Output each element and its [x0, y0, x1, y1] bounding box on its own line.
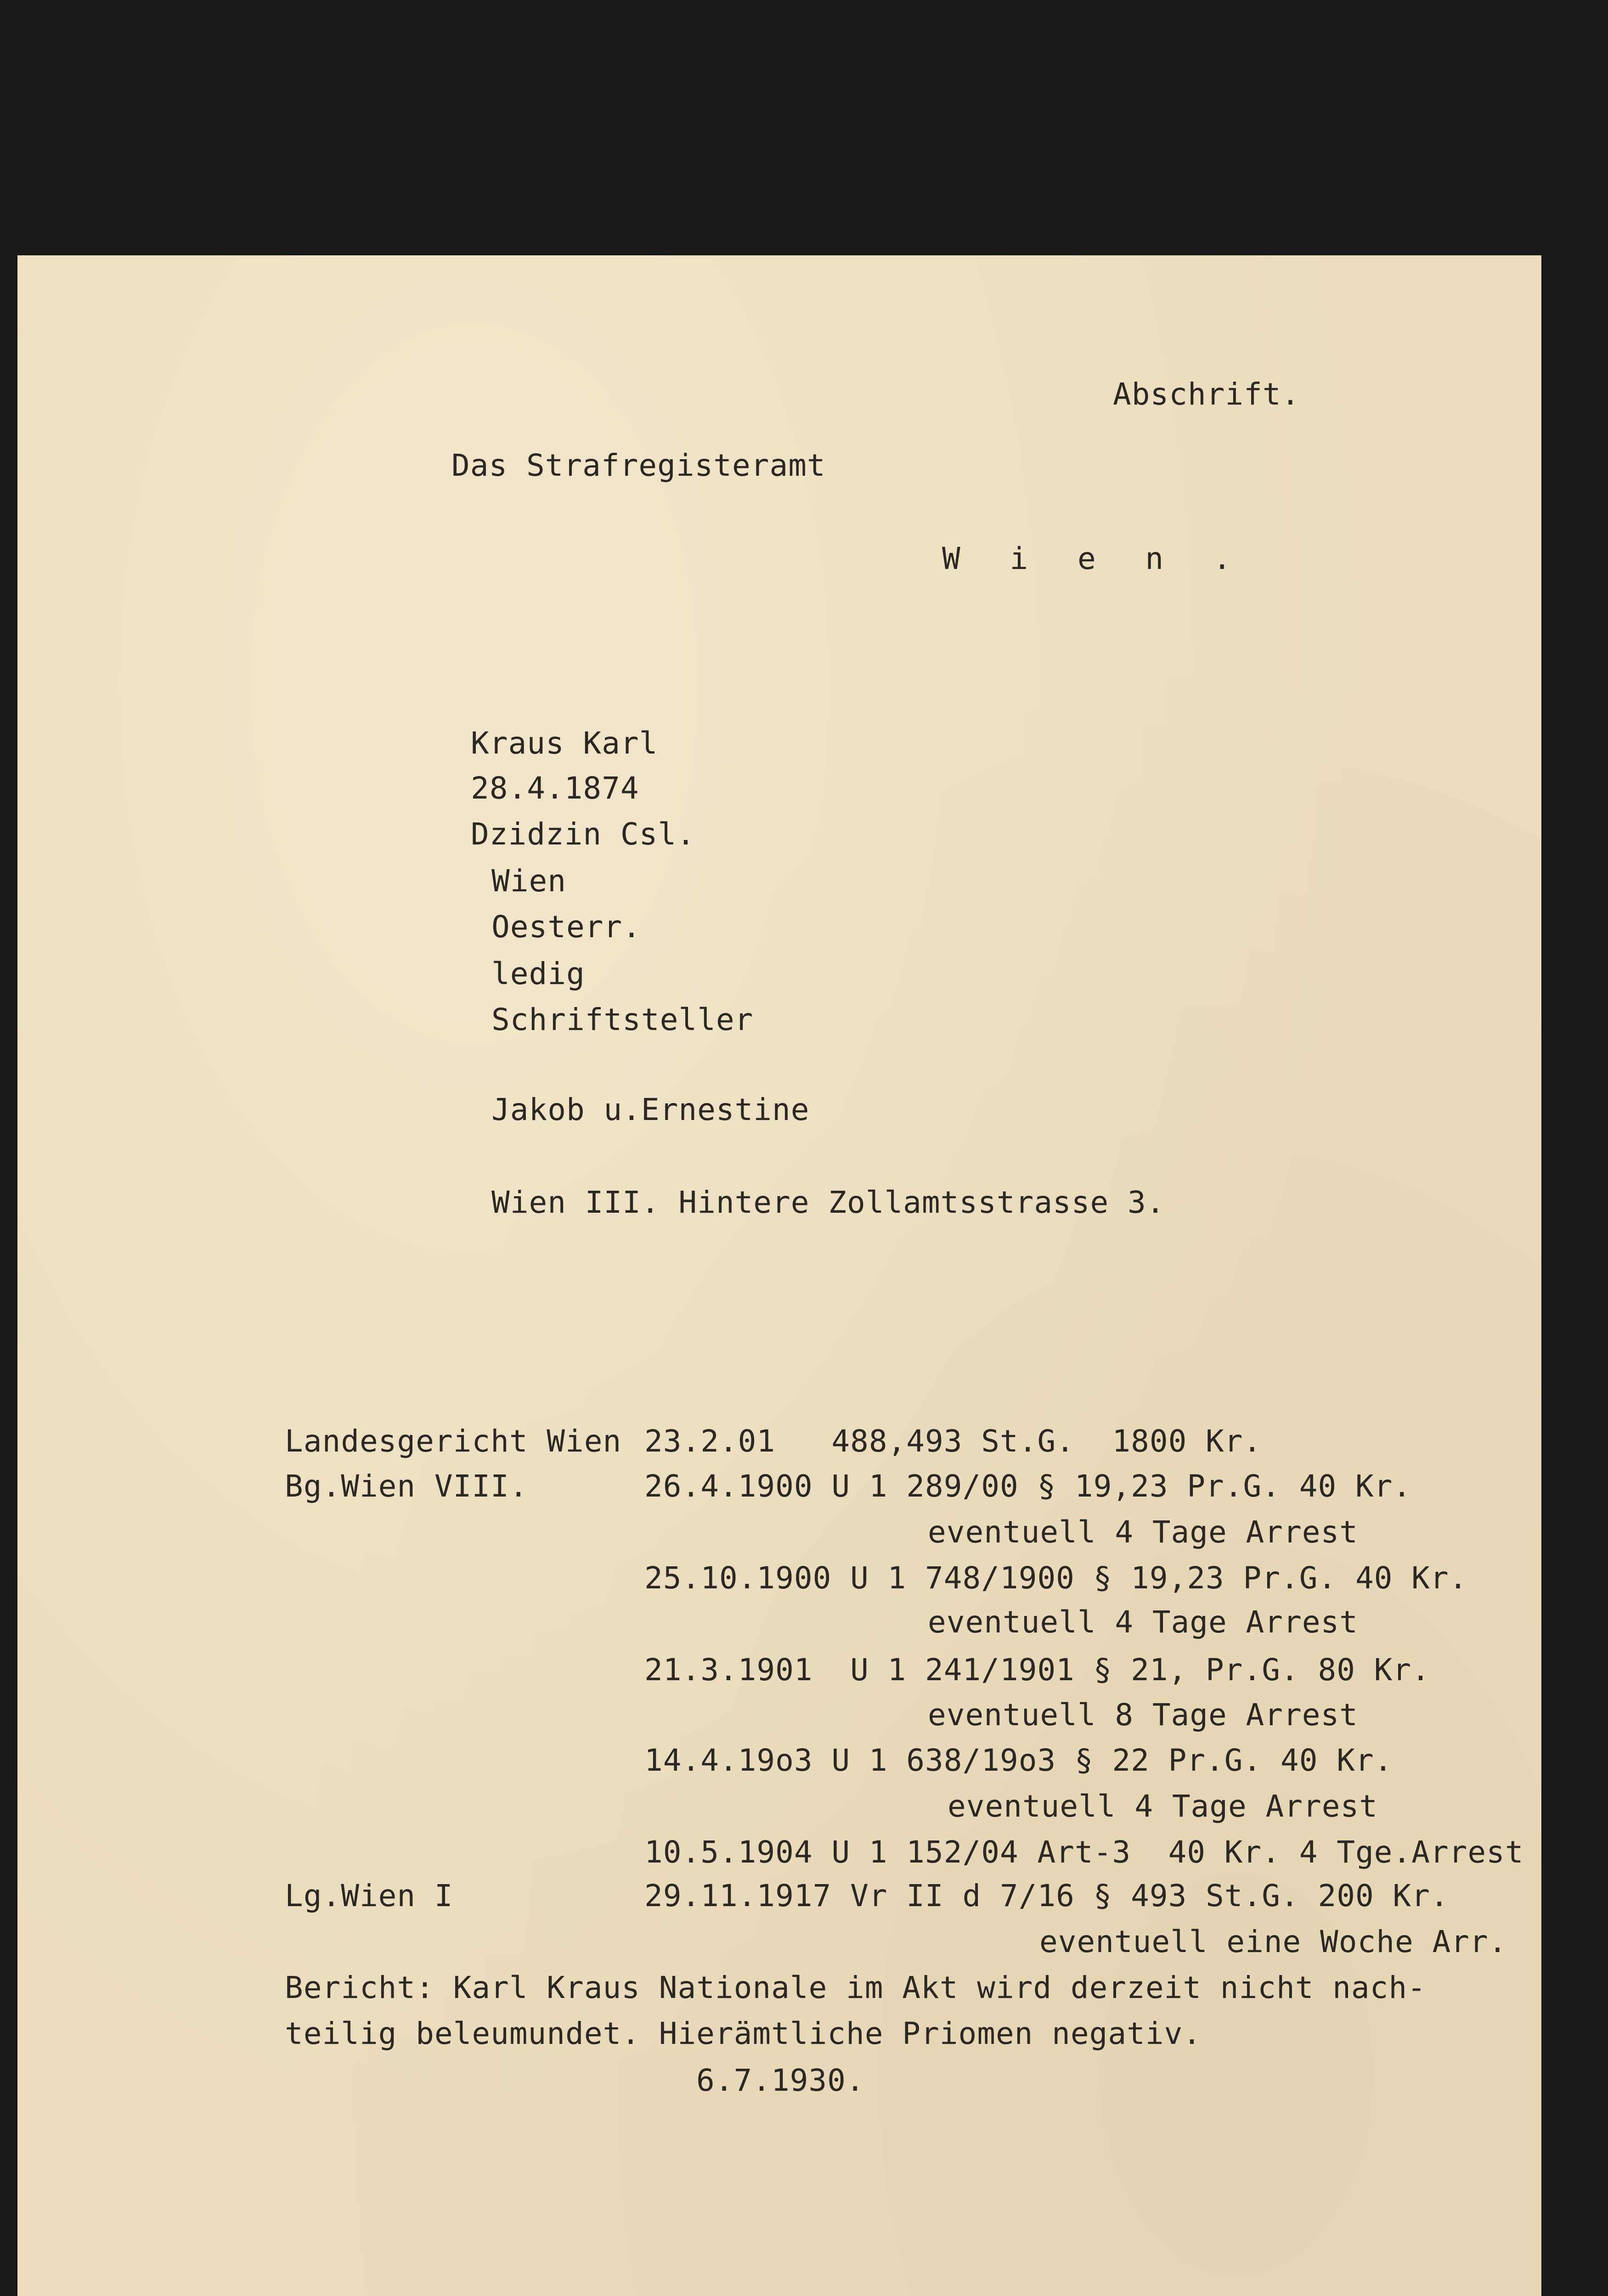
record-court: Lg.Wien I [285, 1878, 453, 1913]
record-note: eventuell 8 Tage Arrest [928, 1697, 1358, 1733]
record-entry: 25.10.1900 U 1 748/1900 § 19,23 Pr.G. 40 Kr. [644, 1560, 1468, 1596]
record-note: eventuell 4 Tage Arrest [928, 1604, 1358, 1640]
parents: Jakob u.Ernestine [491, 1092, 810, 1127]
birth-place: Dzidzin Csl. [471, 816, 695, 852]
report-date: 6.7.1930. [696, 2063, 865, 2098]
record-entry: 26.4.1900 U 1 289/00 § 19,23 Pr.G. 40 Kr. [644, 1469, 1412, 1504]
office-name: Das Strafregisteramt [451, 448, 826, 483]
report-line-1: Bericht: Karl Kraus Nationale im Akt wird derzeit nicht nach- [285, 1970, 1426, 2005]
record-note: eventuell 4 Tage Arrest [948, 1789, 1378, 1824]
record-entry: 23.2.01 488,493 St.G. 1800 Kr. [644, 1424, 1262, 1459]
record-entry: 14.4.19o3 U 1 638/19o3 § 22 Pr.G. 40 Kr. [644, 1743, 1393, 1778]
person-name: Kraus Karl [471, 726, 658, 761]
report-line-2: teilig beleumundet. Hierämtliche Priomen negativ. [285, 2016, 1202, 2051]
office-city: W i e n . [942, 541, 1247, 576]
record-note: eventuell eine Woche Arr. [1039, 1924, 1507, 1959]
document-page [17, 255, 1541, 2296]
marital-status: ledig [491, 956, 585, 991]
record-court: Landesgericht Wien [285, 1424, 622, 1459]
citizenship: Oesterr. [491, 909, 641, 945]
copy-label: Abschrift. [1113, 377, 1300, 412]
birth-date: 28.4.1874 [471, 771, 639, 806]
record-note: eventuell 4 Tage Arrest [928, 1514, 1358, 1550]
record-entry: 10.5.1904 U 1 152/04 Art-3 40 Kr. 4 Tge.Arrest [644, 1835, 1524, 1870]
record-entry: 29.11.1917 Vr II d 7/16 § 493 St.G. 200 Kr. [644, 1878, 1449, 1913]
occupation: Schriftsteller [491, 1002, 754, 1037]
record-entry: 21.3.1901 U 1 241/1901 § 21, Pr.G. 80 Kr. [644, 1652, 1430, 1688]
address: Wien III. Hintere Zollamtsstrasse 3. [491, 1185, 1165, 1220]
residence-city: Wien [491, 863, 566, 899]
record-court: Bg.Wien VIII. [285, 1469, 528, 1504]
